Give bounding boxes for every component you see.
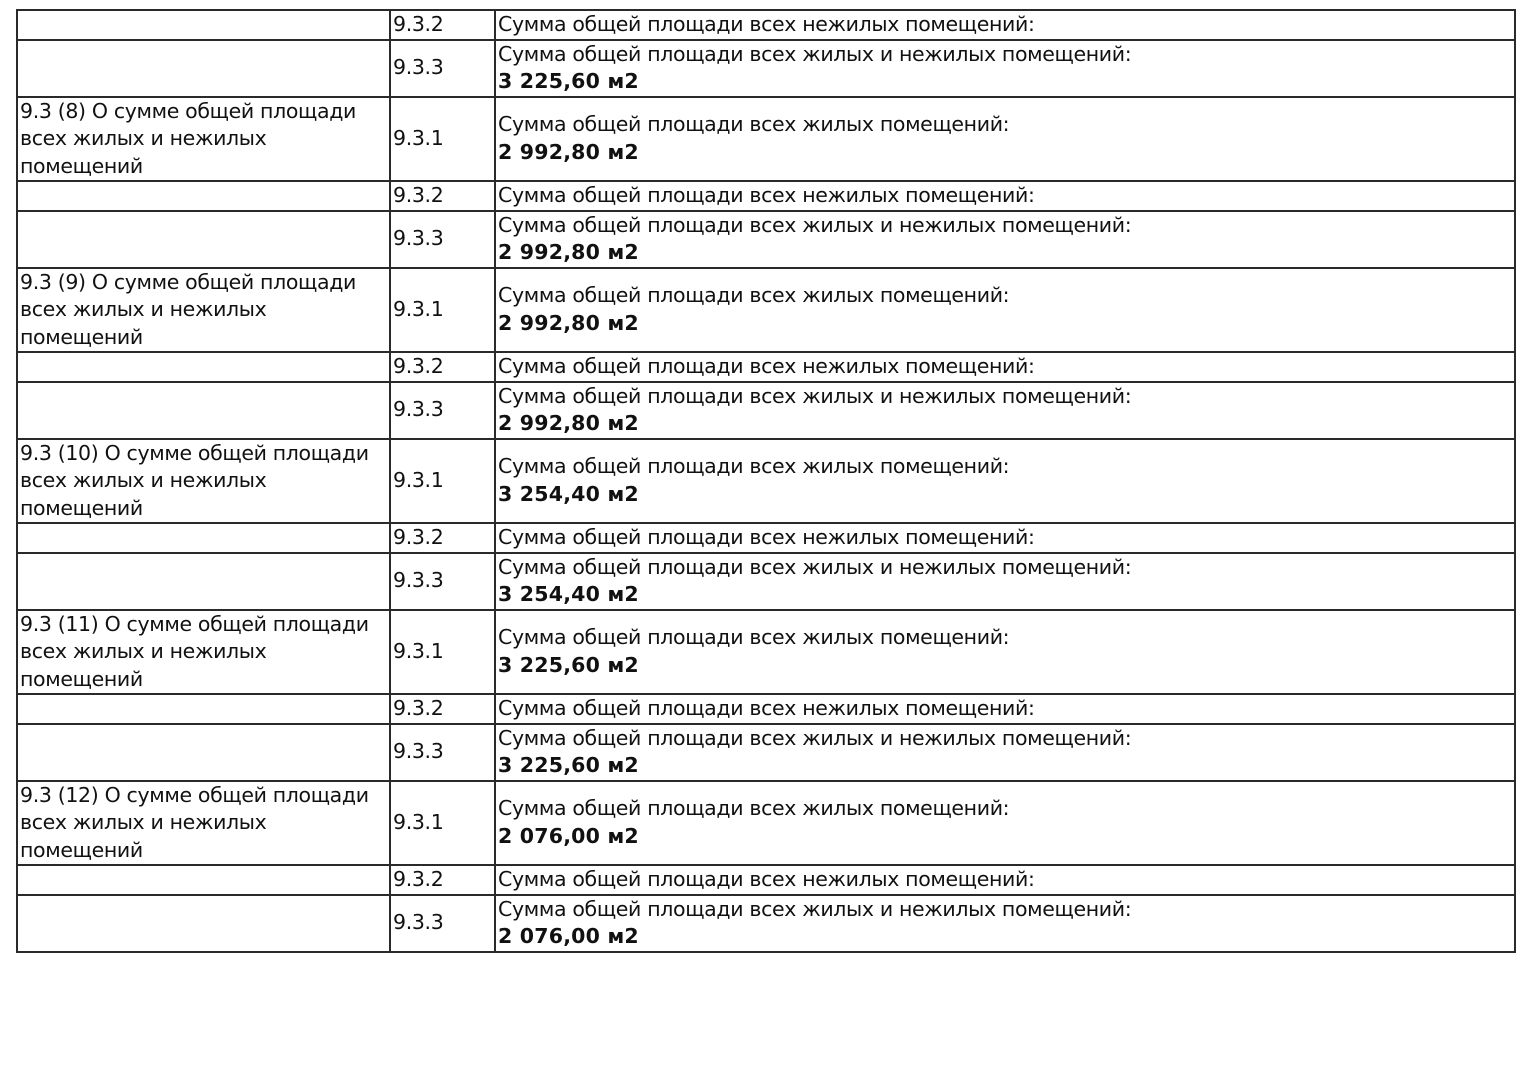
item-info-cell	[495, 724, 1515, 781]
item-label: Сумма общей площади всех жилых и нежилых помещений:	[498, 212, 1132, 237]
table-body	[17, 10, 1515, 952]
section-title-cell	[17, 553, 390, 610]
section-title-cell	[17, 181, 390, 211]
item-label: Сумма общей площади всех жилых и нежилых помещений:	[498, 383, 1132, 408]
area-value: 3 225,60 м2	[498, 753, 639, 777]
item-info-cell	[495, 181, 1515, 211]
item-label: Сумма общей площади всех жилых и нежилых помещений:	[498, 896, 1132, 921]
item-info-cell	[495, 895, 1515, 952]
item-code-cell: 9.3.2	[390, 181, 495, 211]
section-title-cell	[17, 40, 390, 97]
table-row	[17, 523, 1515, 553]
item-info-cell	[495, 523, 1515, 553]
item-code-cell: 9.3.3	[390, 40, 495, 97]
table-row	[17, 895, 1515, 952]
item-info-cell	[495, 694, 1515, 724]
item-code-cell: 9.3.3	[390, 895, 495, 952]
section-title-cell: 9.3 (8) О сумме общей площади всех жилых и нежилых помещений	[17, 97, 390, 182]
item-code-cell: 9.3.3	[390, 724, 495, 781]
item-info-cell	[495, 439, 1515, 524]
table-row	[17, 439, 1515, 524]
table-row	[17, 268, 1515, 353]
item-label: Сумма общей площади всех нежилых помещений:	[498, 525, 1035, 549]
section-title-cell	[17, 895, 390, 952]
item-code-cell: 9.3.2	[390, 523, 495, 553]
item-label: Сумма общей площади всех нежилых помещений:	[498, 696, 1035, 720]
item-info-cell	[495, 97, 1515, 182]
item-code-cell: 9.3.2	[390, 352, 495, 382]
item-info-cell	[495, 610, 1515, 695]
item-code-cell: 9.3.3	[390, 553, 495, 610]
area-value: 3 254,40 м2	[498, 582, 639, 606]
item-label: Сумма общей площади всех жилых помещений:	[498, 796, 1010, 821]
area-value: 2 992,80 м2	[498, 139, 639, 164]
item-info-cell	[495, 865, 1515, 895]
item-code-cell: 9.3.1	[390, 439, 495, 524]
area-value: 2 076,00 м2	[498, 823, 639, 848]
section-title-cell	[17, 865, 390, 895]
declaration-table	[16, 9, 1516, 953]
section-title-cell	[17, 382, 390, 439]
item-label: Сумма общей площади всех нежилых помещений:	[498, 354, 1035, 378]
section-title-cell: 9.3 (9) О сумме общей площади всех жилых и нежилых помещений	[17, 268, 390, 353]
area-value: 2 992,80 м2	[498, 411, 639, 435]
section-title-cell: 9.3 (11) О сумме общей площади всех жилых и нежилых помещений	[17, 610, 390, 695]
item-label: Сумма общей площади всех нежилых помещений:	[498, 867, 1035, 891]
item-info-cell	[495, 352, 1515, 382]
item-code-cell: 9.3.2	[390, 10, 495, 40]
table-row	[17, 211, 1515, 268]
area-value: 3 225,60 м2	[498, 69, 639, 93]
section-title-cell	[17, 694, 390, 724]
item-info-cell	[495, 553, 1515, 610]
area-value: 3 254,40 м2	[498, 481, 639, 506]
table-row	[17, 10, 1515, 40]
item-label: Сумма общей площади всех жилых помещений:	[498, 454, 1010, 479]
item-label: Сумма общей площади всех жилых и нежилых помещений:	[498, 41, 1132, 66]
table-row	[17, 694, 1515, 724]
item-info-cell	[495, 40, 1515, 97]
section-title-cell	[17, 523, 390, 553]
section-title-cell: 9.3 (10) О сумме общей площади всех жилых и нежилых помещений	[17, 439, 390, 524]
section-title-cell	[17, 352, 390, 382]
table-row	[17, 865, 1515, 895]
table-row	[17, 781, 1515, 866]
item-info-cell	[495, 382, 1515, 439]
table-row	[17, 97, 1515, 182]
section-title-cell: 9.3 (12) О сумме общей площади всех жилых и нежилых помещений	[17, 781, 390, 866]
section-title-cell	[17, 724, 390, 781]
item-code-cell: 9.3.3	[390, 211, 495, 268]
item-label: Сумма общей площади всех жилых помещений:	[498, 112, 1010, 137]
item-label: Сумма общей площади всех жилых помещений:	[498, 283, 1010, 308]
table-row	[17, 181, 1515, 211]
table-row	[17, 610, 1515, 695]
item-label: Сумма общей площади всех нежилых помещений:	[498, 12, 1035, 36]
item-info-cell	[495, 211, 1515, 268]
item-info-cell	[495, 268, 1515, 353]
area-value: 3 225,60 м2	[498, 652, 639, 677]
item-code-cell: 9.3.1	[390, 781, 495, 866]
item-label: Сумма общей площади всех жилых помещений:	[498, 625, 1010, 650]
section-title-cell	[17, 10, 390, 40]
area-value: 2 992,80 м2	[498, 310, 639, 335]
table-row	[17, 352, 1515, 382]
item-info-cell	[495, 781, 1515, 866]
area-value: 2 992,80 м2	[498, 240, 639, 264]
table-row	[17, 553, 1515, 610]
item-label: Сумма общей площади всех нежилых помещений:	[498, 183, 1035, 207]
item-code-cell: 9.3.1	[390, 268, 495, 353]
table-row	[17, 724, 1515, 781]
item-code-cell: 9.3.1	[390, 610, 495, 695]
item-code-cell: 9.3.1	[390, 97, 495, 182]
item-info-cell	[495, 10, 1515, 40]
item-label: Сумма общей площади всех жилых и нежилых помещений:	[498, 554, 1132, 579]
section-title-cell	[17, 211, 390, 268]
table-row	[17, 382, 1515, 439]
item-code-cell: 9.3.2	[390, 694, 495, 724]
area-value: 2 076,00 м2	[498, 924, 639, 948]
item-label: Сумма общей площади всех жилых и нежилых помещений:	[498, 725, 1132, 750]
item-code-cell: 9.3.3	[390, 382, 495, 439]
table-row	[17, 40, 1515, 97]
item-code-cell: 9.3.2	[390, 865, 495, 895]
